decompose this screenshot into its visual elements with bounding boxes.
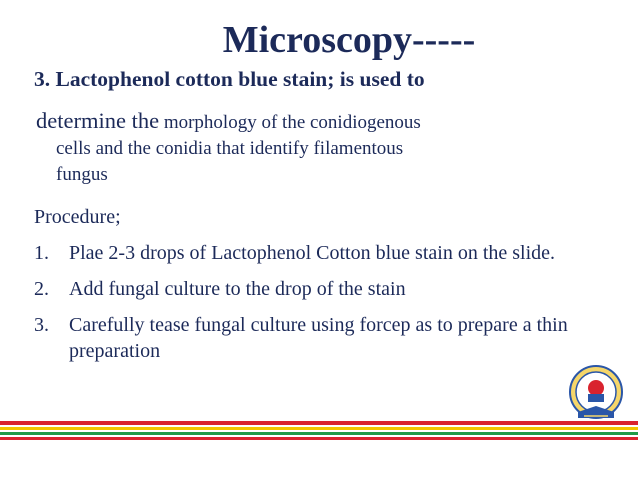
step-number: 2. bbox=[34, 278, 49, 300]
slide-title: Microscopy----- bbox=[222, 19, 476, 61]
university-logo bbox=[566, 364, 626, 424]
stripe-red-2 bbox=[0, 437, 638, 440]
step-text: Carefully tease fungal culture using forcep as to prepare a thin preparation bbox=[69, 314, 568, 362]
stripe-red bbox=[0, 421, 638, 425]
intro-line-3: fungus bbox=[56, 164, 108, 185]
procedure-steps bbox=[34, 240, 594, 374]
procedure-step bbox=[34, 276, 594, 302]
procedure-step bbox=[34, 240, 594, 266]
procedure-step bbox=[34, 312, 594, 364]
slide-heading: 3. Lactophenol cotton blue stain; is used to bbox=[34, 67, 425, 91]
stripe-green bbox=[0, 432, 638, 435]
step-number: 3. bbox=[34, 314, 49, 336]
step-number: 1. bbox=[34, 242, 49, 264]
intro-paragraph bbox=[36, 108, 576, 188]
stripe-yellow bbox=[0, 427, 638, 430]
procedure-label: Procedure; bbox=[34, 206, 121, 228]
step-text: Add fungal culture to the drop of the stain bbox=[69, 278, 406, 300]
intro-emphasis: determine the bbox=[36, 108, 160, 133]
step-text: Plae 2-3 drops of Lactophenol Cotton blue stain on the slide. bbox=[69, 242, 556, 264]
intro-line-1 bbox=[36, 108, 576, 136]
intro-rest: morphology of the conidiogenous bbox=[159, 112, 421, 133]
intro-line-2: cells and the conidia that identify filamentous bbox=[56, 138, 404, 159]
